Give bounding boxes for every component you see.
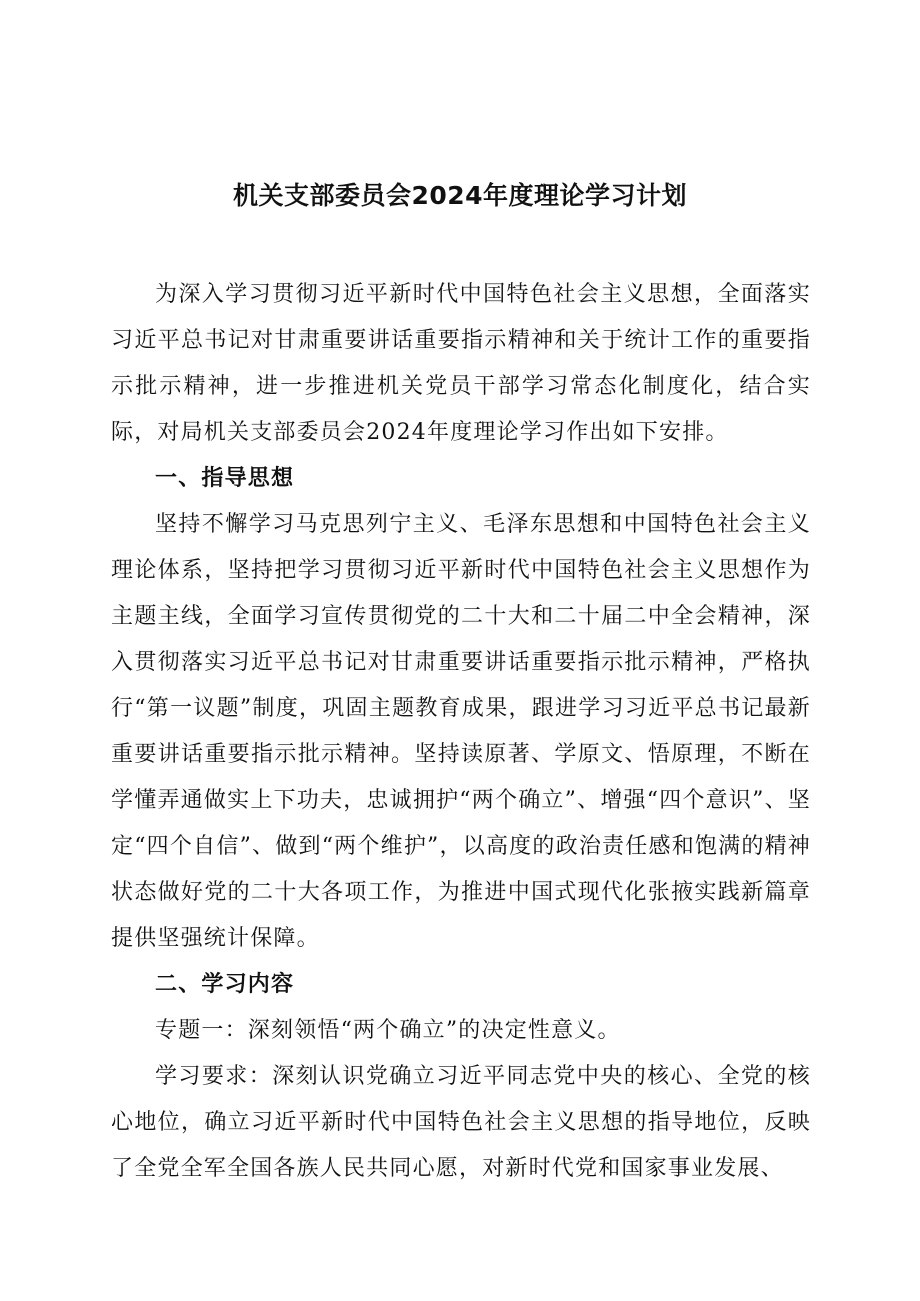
- document-body: [111, 272, 811, 1192]
- section-heading-study-content: 二、学习内容: [155, 972, 295, 997]
- study-requirement-paragraph: 学习要求：深刻认识党确立习近平同志党中央的核心、全党的核心地位，确立习近平新时代中国特色社会主义思想的指导地位，反映了全党全军全国各族人民共同心愿，对新时代党和国家事业发展、: [111, 1064, 811, 1181]
- document-title: 机关支部委员会2024年度理论学习计划: [232, 181, 688, 210]
- section-heading-guiding-ideology: 一、指导思想: [155, 466, 295, 491]
- intro-paragraph: 为深入学习贯彻习近平新时代中国特色社会主义思想，全面落实习近平总书记对甘肃重要讲话重要指示精神和关于统计工作的重要指示批示精神，进一步推进机关党员干部学习常态化制度化，结合实际，对局机关支部委员会2024年度理论学习作出如下安排。: [111, 282, 811, 445]
- topic-one-paragraph: 专题一：深刻领悟“两个确立”的决定性意义。: [155, 1018, 621, 1043]
- guiding-ideology-paragraph: 坚持不懈学习马克思列宁主义、毛泽东思想和中国特色社会主义理论体系，坚持把学习贯彻习近平新时代中国特色社会主义思想作为主题主线，全面学习宣传贯彻党的二十大和二十届二中全会精神，深入贯彻落实习近平总书记对甘肃重要讲话重要指示批示精神，严格执行“第一议题”制度，巩固主题教育成果，跟进学习习近平总书记最新重要讲话重要指示批示精神。坚持读原著、学原文、悟原理，不断在学懂弄通做实上下功夫，忠诚拥护“两个确立”、增强“四个意识”、坚定“四个自信”、做到“两个维护”，以高度的政治责任感和饱满的精神状态做好党的二十大各项工作，为推进中国式现代化张掖实践新篇章提供坚强统计保障。: [111, 512, 811, 951]
